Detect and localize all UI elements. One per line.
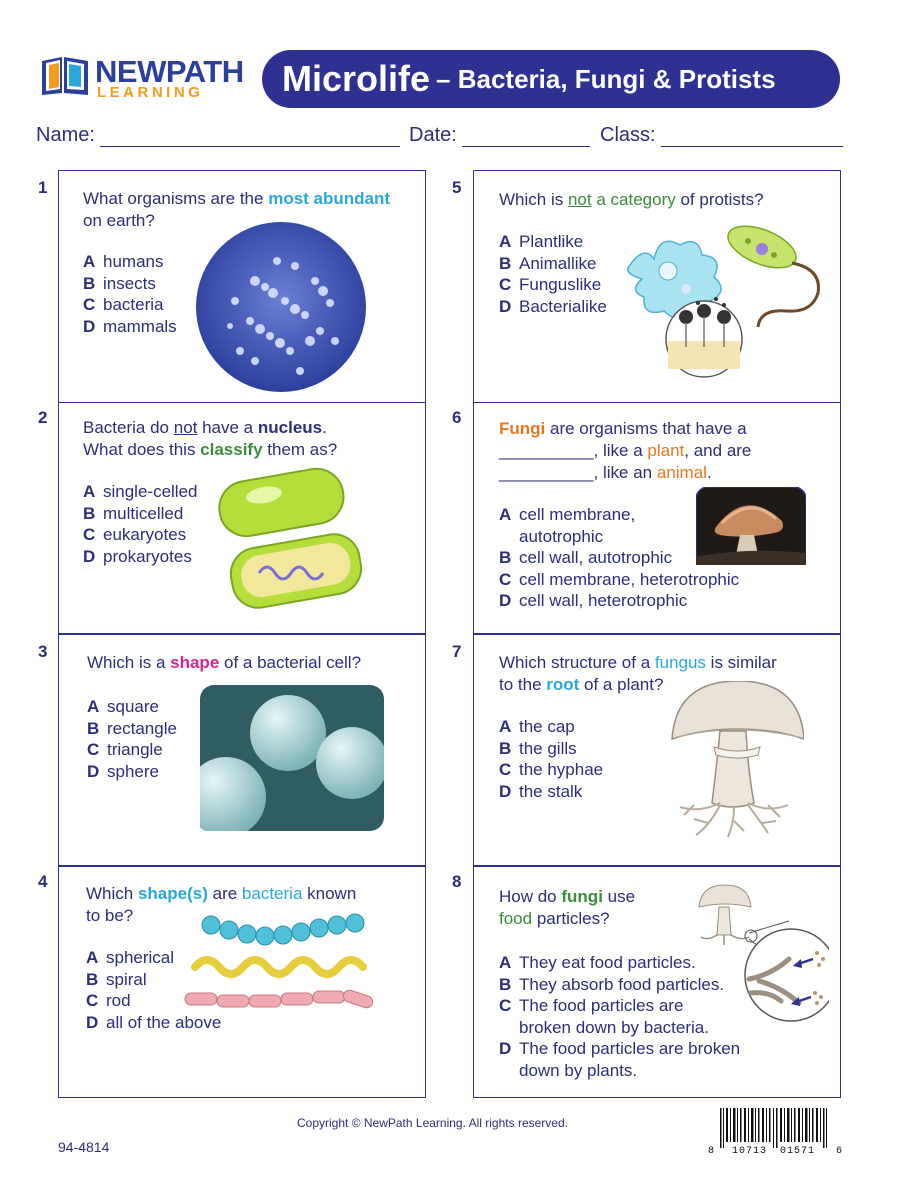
question-number: 6: [452, 408, 462, 427]
option-c[interactable]: C the hyphae: [499, 760, 604, 779]
rod-bacterium-image: [209, 463, 369, 613]
question-text: Which structure of a fungus is similar to the root of a plant?: [499, 653, 777, 694]
date-label: Date:: [409, 124, 457, 146]
copyright: Copyright © NewPath Learning. All rights reserved.: [297, 1116, 568, 1130]
option-d[interactable]: D mammals: [83, 316, 177, 336]
answer-options: [83, 251, 177, 337]
question-text: Which is not a category of protists?: [499, 190, 764, 209]
question-card-2: [58, 402, 426, 634]
date-field[interactable]: [409, 124, 590, 147]
option-d[interactable]: D the stalk: [499, 781, 583, 801]
mushroom-diagram-image: [664, 681, 804, 841]
question-card-4: [58, 866, 426, 1098]
class-field[interactable]: [600, 124, 843, 147]
option-c[interactable]: C rod: [86, 991, 131, 1010]
class-line[interactable]: [661, 128, 843, 147]
product-code: 94-4814: [58, 1139, 110, 1155]
logo-subwordmark: LEARNING: [97, 84, 204, 101]
name-field[interactable]: [36, 124, 400, 147]
question-text: Bacteria do not have a nucleus. What does this classify them as?: [83, 418, 338, 459]
page-title: Microlife: [282, 58, 431, 99]
question-card-3: [58, 634, 426, 866]
option-c[interactable]: C The food particles are broken down by bacteria.: [499, 996, 709, 1037]
name-line[interactable]: [100, 128, 400, 147]
bacteria-micrograph-image: [195, 221, 367, 393]
question-text: Fungi are organisms that have a __________, like a plant, and are __________, like an animal.: [499, 419, 752, 482]
option-a[interactable]: A square: [87, 697, 159, 716]
question-card-7: [473, 634, 841, 866]
option-d[interactable]: D all of the above: [86, 1012, 222, 1032]
question-text: How do fungi use food particles?: [499, 887, 636, 928]
option-d[interactable]: D sphere: [87, 761, 159, 781]
option-a[interactable]: A They eat food particles.: [499, 953, 696, 972]
date-line[interactable]: [462, 128, 590, 147]
question-text: Which is a shape of a bacterial cell?: [87, 653, 362, 672]
question-number: 8: [452, 872, 462, 891]
question-card-8: [473, 866, 841, 1098]
option-b[interactable]: B cell wall, autotrophic: [499, 548, 673, 567]
spherical-bacteria-image: [200, 685, 384, 831]
protists-image: [624, 219, 829, 379]
question-text: Which shape(s) are bacteria known to be?: [86, 884, 357, 925]
barcode-icon: [718, 1108, 854, 1148]
option-a[interactable]: A Plantlike: [499, 232, 584, 251]
mushroom-photo-image: [696, 487, 806, 565]
option-c[interactable]: C eukaryotes: [83, 525, 187, 544]
logo-wordmark: NEWPATH: [95, 54, 244, 89]
option-c[interactable]: C bacteria: [83, 295, 164, 314]
option-a[interactable]: A spherical: [86, 948, 175, 967]
question-card-1: [58, 170, 426, 403]
question-number: 1: [38, 178, 48, 197]
logo: [40, 55, 92, 97]
fungi-absorption-image: [689, 883, 829, 1048]
option-b[interactable]: B Animallike: [499, 253, 597, 273]
question-card-6: [473, 402, 841, 634]
name-label: Name:: [36, 124, 95, 146]
option-c[interactable]: C cell membrane, heterotrophic: [499, 569, 740, 589]
question-number: 5: [452, 178, 462, 197]
answer-options: [83, 481, 198, 567]
option-a[interactable]: A single-celled: [83, 482, 198, 501]
page-subtitle: – Bacteria, Fungi & Protists: [436, 63, 776, 94]
option-d[interactable]: D prokaryotes: [83, 546, 192, 566]
question-text: What organisms are the most abundant on earth?: [83, 189, 391, 230]
option-d[interactable]: D The food particles are broken down by plants.: [499, 1039, 741, 1080]
option-a[interactable]: A the cap: [499, 717, 575, 736]
option-b[interactable]: B the gills: [499, 738, 577, 758]
option-a[interactable]: A humans: [83, 252, 164, 271]
option-c[interactable]: C triangle: [87, 740, 163, 759]
answer-options: [499, 716, 603, 802]
option-c[interactable]: C Funguslike: [499, 275, 602, 294]
bacteria-shapes-image: [183, 911, 383, 1015]
answer-options: [87, 696, 177, 782]
option-b[interactable]: B rectangle: [87, 718, 177, 738]
question-number: 2: [38, 408, 48, 427]
option-d[interactable]: D Bacterialike: [499, 296, 607, 316]
option-b[interactable]: B spiral: [86, 969, 147, 989]
option-b[interactable]: B multicelled: [83, 503, 184, 523]
answer-options: [499, 231, 607, 317]
question-number: 7: [452, 642, 462, 661]
option-b[interactable]: B insects: [83, 273, 156, 293]
option-b[interactable]: B They absorb food particles.: [499, 974, 725, 994]
option-a[interactable]: A cell membrane, autotrophic: [499, 505, 636, 546]
book-logo-icon: [40, 55, 92, 97]
barcode: 8 10713 01571 6: [708, 1108, 844, 1160]
title-banner: [262, 50, 840, 108]
class-label: Class:: [600, 124, 656, 146]
option-d[interactable]: D cell wall, heterotrophic: [499, 591, 688, 610]
question-number: 3: [38, 642, 48, 661]
question-card-5: [473, 170, 841, 403]
question-number: 4: [38, 872, 48, 891]
